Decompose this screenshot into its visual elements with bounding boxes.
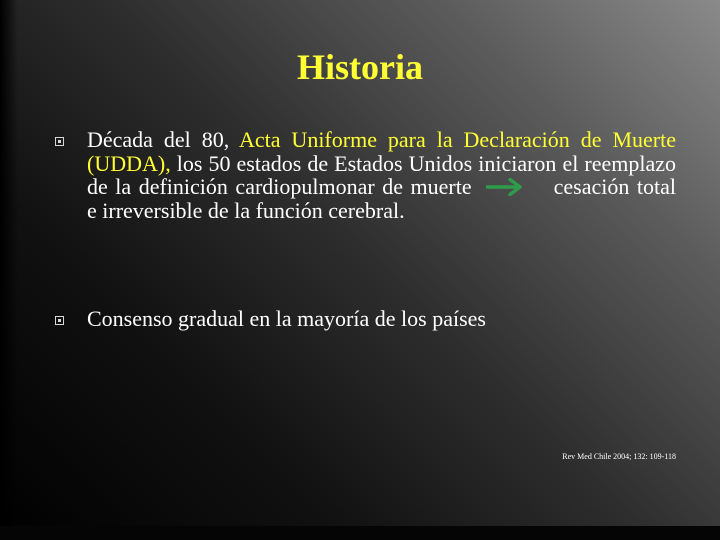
bullet-1-intro: Década del 80,	[87, 127, 230, 152]
bullet-marker-icon	[55, 137, 64, 146]
udda-highlight: Acta Uniforme para la Declaración de Muerte (UDDA),	[87, 127, 676, 176]
bullet-marker-icon	[55, 316, 64, 325]
bullet-text-2: Consenso gradual en la mayoría de los países	[87, 306, 486, 331]
slide-title: Historia	[297, 47, 423, 87]
right-arrow-icon	[486, 178, 524, 196]
bullet-text-1	[87, 128, 676, 222]
bullet-1-conclusion: cesación total e irreversible de la función cerebral.	[87, 174, 676, 223]
bullet-1-body: los 50 estados de Estados Unidos iniciaron el reemplazo de la definición cardiopulmonar de muerte	[87, 150, 676, 199]
citation: Rev Med Chile 2004; 132: 109-118	[562, 452, 676, 461]
